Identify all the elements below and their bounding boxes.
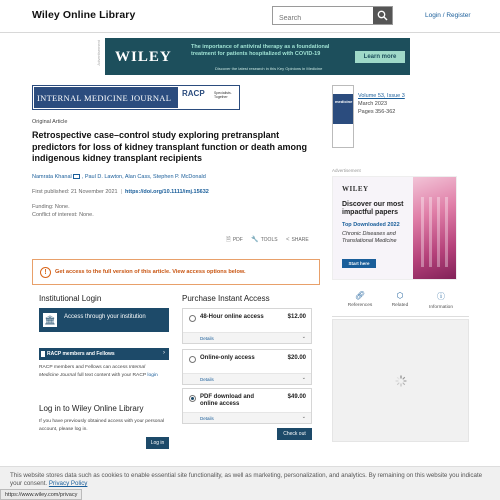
email-icon[interactable] (73, 174, 80, 179)
warning-icon: ! (40, 267, 51, 278)
check-out-button[interactable]: Check out (277, 428, 312, 440)
conflict-text: Conflict of interest: None. (32, 212, 94, 218)
purchase-option-online[interactable] (182, 349, 312, 385)
side-ad-collection: Chronic Diseases and Translational Medicine (342, 231, 397, 244)
author-link[interactable]: Alan Cass (124, 174, 150, 180)
issue-info (358, 92, 405, 116)
tab-references[interactable]: 🔗︎ References (340, 291, 380, 308)
author-link[interactable]: Paul D. Lawton (84, 174, 123, 180)
article-title: Retrospective case–control study exploring pretransplant predictors for loss of kidney transplant function or death among indigenous kidney transplant recipients (32, 130, 308, 163)
option-price: $20.00 (287, 355, 306, 361)
article-tools (226, 235, 316, 245)
tab-related[interactable]: ⬡ Related (380, 291, 420, 308)
search-input[interactable] (273, 10, 373, 27)
search-icon (377, 10, 388, 21)
author-link[interactable]: Stephen P. McDonald (153, 174, 206, 180)
doi-link[interactable]: https://doi.org/10.1111/imj.15632 (125, 189, 209, 195)
access-institution-label: Access through your institution (64, 314, 146, 320)
ad-artwork (413, 177, 457, 280)
published-label: First published: (32, 189, 70, 195)
login-register-link[interactable]: Login / Register (425, 12, 471, 19)
site-logo[interactable]: Wiley Online Library (32, 9, 136, 21)
share-icon: < (285, 237, 290, 243)
option-price: $49.00 (287, 394, 306, 400)
racp-members-label: RACP members and Fellows (47, 351, 115, 357)
browser-status-url: https://www.wiley.com/privacy (0, 489, 82, 500)
ad-brand: WILEY (115, 49, 172, 65)
institutional-login-heading: Institutional Login (39, 294, 102, 303)
ad-subtext: Discover the latest research in this Key Opinions in Medicine (215, 66, 323, 71)
option-name: PDF download and online access (200, 394, 254, 407)
search-box (272, 6, 393, 25)
chevron-down-icon: ⌄ (301, 414, 306, 420)
issue-pages: Pages 356-362 (358, 109, 396, 115)
ad-learn-more-button[interactable]: Learn more (355, 51, 405, 63)
details-toggle[interactable]: Details ⌄ (183, 373, 311, 384)
chevron-down-icon: ⌄ (301, 334, 306, 340)
publication-info: First published: 21 November 2021 | https://doi.org/10.1111/imj.15632 (32, 189, 209, 195)
author-link[interactable]: Namrata Khanal (32, 174, 72, 180)
radio-button[interactable] (189, 356, 196, 363)
ad-headline: The importance of antiviral therapy as a foundational treatment for patients hospitalized with COVID-19 (191, 44, 330, 57)
issue-cover-image[interactable] (332, 85, 354, 148)
chevron-right-icon: › (163, 350, 165, 356)
institution-icon: 🏛 (44, 315, 56, 325)
access-banner-text[interactable]: Get access to the full version of this article. View access options below. (55, 269, 246, 275)
ad-label: Advertisement (96, 40, 101, 66)
pdf-icon: 🗎 (226, 237, 231, 243)
side-ad-tag: Top Downloaded 2022 (342, 222, 400, 228)
volume-issue-link[interactable]: Volume 53, Issue 3 (358, 93, 405, 99)
funding-statement (32, 203, 94, 219)
access-banner (32, 259, 320, 285)
journal-title-band (34, 87, 178, 108)
issue-date: March 2023 (358, 101, 388, 107)
published-date: 21 November 2021 (70, 189, 118, 195)
access-institution-button[interactable] (39, 308, 169, 332)
search-button[interactable] (373, 7, 392, 24)
log-in-button[interactable]: Log in (146, 437, 169, 449)
article-type: Original Article (32, 119, 68, 125)
link-icon: 🔗︎ (354, 291, 366, 300)
chevron-down-icon: ⌄ (301, 375, 306, 381)
tools-button[interactable]: 🔧 TOOLS (251, 237, 278, 243)
side-advertisement[interactable] (332, 176, 457, 280)
site-header (0, 0, 500, 33)
racp-tagline: Specialists. Together (214, 91, 232, 99)
cookie-text: This website stores data such as cookies to enable essential site functionality, as well as marketing, personalization, and analytics. By remaining on this website you indicate your consent. Privacy Policy (10, 472, 483, 487)
top-advertisement[interactable] (105, 38, 410, 75)
info-icon: ⓘ (437, 292, 445, 301)
sidebar-tabs (332, 285, 469, 317)
racp-description: RACP members and Fellows can access Internal Medicine Journal full text content with your RACP login (39, 365, 158, 378)
side-ad-headline: Discover our most impactful papers (342, 201, 404, 216)
cover-text: medicine (335, 99, 353, 104)
wol-login-description: If you have previously obtained access with your personal account, please log in. (39, 419, 165, 432)
institutional-login-panel (39, 294, 169, 446)
wrench-icon: 🔧 (251, 237, 259, 243)
privacy-policy-link[interactable]: Privacy Policy (48, 480, 88, 487)
pdf-button[interactable]: 🗎 PDF (226, 237, 243, 243)
radio-button[interactable] (189, 315, 196, 322)
option-name: 48-Hour online access (200, 314, 264, 320)
side-ad-start-button[interactable]: Start here (342, 259, 376, 268)
journal-banner[interactable] (32, 85, 240, 110)
side-ad-brand: WILEY (342, 185, 369, 193)
option-price: $12.00 (287, 314, 306, 320)
racp-logo: RACP (182, 89, 205, 98)
share-button[interactable]: < SHARE (285, 237, 309, 243)
radio-button-selected[interactable] (189, 395, 196, 402)
sidebar-content-panel (332, 319, 469, 442)
purchase-option-pdf[interactable] (182, 388, 312, 424)
side-ad-label: Advertisement (332, 168, 361, 173)
details-toggle[interactable]: Details ⌄ (183, 332, 311, 343)
racp-members-button[interactable] (39, 348, 169, 360)
wol-login-heading: Log in to Wiley Online Library (39, 404, 144, 413)
journal-title: INTERNAL MEDICINE JOURNAL (37, 93, 172, 103)
details-toggle[interactable]: Details ⌄ (183, 412, 311, 423)
purchase-panel (182, 294, 312, 437)
option-name: Online-only access (200, 355, 255, 361)
network-icon: ⬡ (396, 291, 404, 300)
purchase-heading: Purchase Instant Access (182, 294, 270, 303)
purchase-option-48hour[interactable] (182, 308, 312, 344)
racp-login-link[interactable]: login (147, 372, 158, 378)
racp-icon (41, 351, 45, 357)
tab-information[interactable]: ⓘ Information (421, 291, 461, 310)
loading-spinner-icon (395, 375, 407, 387)
author-list: Namrata Khanal , Paul D. Lawton, Alan Cass, Stephen P. McDonald (32, 174, 206, 180)
funding-text: Funding: None. (32, 204, 70, 210)
